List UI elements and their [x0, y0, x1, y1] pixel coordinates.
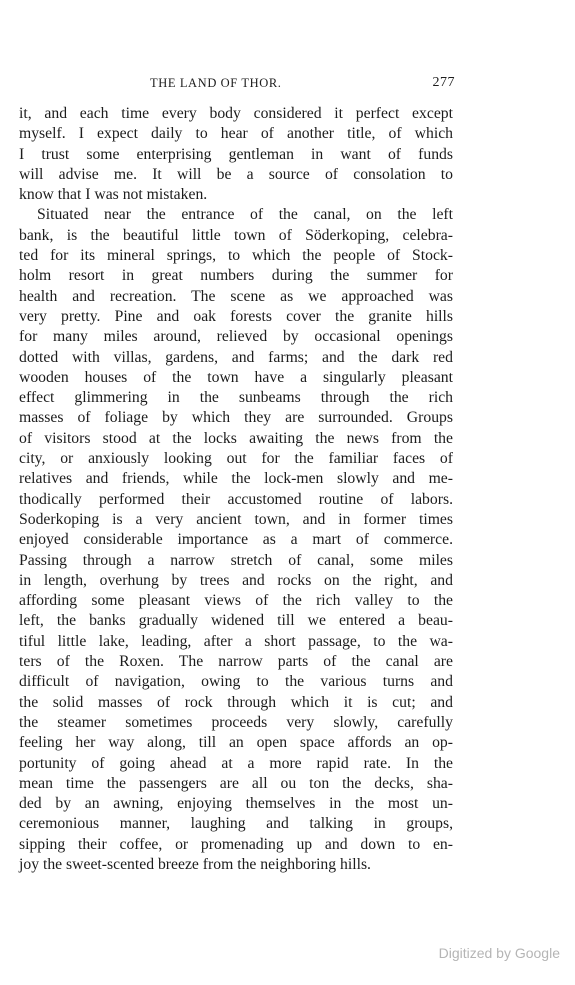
text-line: myself. I expect daily to hear of another title, of which [19, 125, 453, 143]
text-line: very pretty. Pine and oak forests cover the granite hills [19, 307, 453, 325]
text-line: of visitors stood at the locks awaiting the news from the [19, 429, 453, 447]
text-line: will advise me. It will be a source of consolation to [19, 165, 453, 183]
text-line: enjoyed considerable importance as a mart of commerce. [19, 531, 453, 549]
digitization-watermark: Digitized by Google [438, 945, 560, 961]
page-number: 277 [432, 75, 455, 90]
text-line: know that I was not mistaken. [19, 186, 208, 204]
text-line: dotted with villas, gardens, and farms; and the dark red [19, 348, 453, 366]
running-title: THE LAND OF THOR. [150, 76, 282, 90]
text-line: tiful little lake, leading, after a short passage, to the wa- [19, 632, 453, 650]
text-line: sipping their coffee, or promenading up and down to en- [19, 835, 453, 853]
text-line: the solid masses of rock through which it is cut; and [19, 693, 453, 711]
body-text [19, 104, 453, 875]
text-line: city, or anxiously looking out for the familiar faces of [19, 450, 453, 468]
text-line: effect glimmering in the sunbeams through the rich [19, 389, 453, 407]
text-line: wooden houses of the town have a singularly pleasant [19, 368, 453, 386]
text-line: Situated near the entrance of the canal, on the left [37, 206, 453, 224]
text-line: left, the banks gradually widened till we entered a beau- [19, 612, 453, 630]
text-line: relatives and friends, while the lock-men slowly and me- [19, 470, 453, 488]
text-line: health and recreation. The scene as we approached was [19, 287, 453, 305]
running-head [19, 73, 455, 93]
text-line: affording some pleasant views of the rich valley to the [19, 592, 453, 610]
text-line: I trust some enterprising gentleman in want of funds [19, 145, 453, 163]
text-line: ded by an awning, enjoying themselves in the most un- [19, 795, 453, 813]
text-line: ceremonious manner, laughing and talking in groups, [19, 815, 453, 833]
text-line: joy the sweet-scented breeze from the neighboring hills. [19, 855, 371, 873]
text-line: feeling her way along, till an open space affords an op- [19, 734, 453, 752]
text-line: bank, is the beautiful little town of Söderkoping, celebra- [19, 226, 453, 244]
text-line: Passing through a narrow stretch of canal, some miles [19, 551, 453, 569]
text-line: ted for its mineral springs, to which the people of Stock- [19, 247, 453, 265]
text-line: ters of the Roxen. The narrow parts of the canal are [19, 653, 453, 671]
text-line: masses of foliage by which they are surrounded. Groups [19, 409, 453, 427]
text-line: holm resort in great numbers during the summer for [19, 267, 453, 285]
text-line: the steamer sometimes proceeds very slowly, carefully [19, 713, 453, 731]
text-line: it, and each time every body considered it perfect except [19, 105, 453, 122]
text-line: for many miles around, relieved by occasional openings [19, 328, 453, 346]
text-line: difficult of navigation, owing to the various turns and [19, 673, 453, 691]
text-line: in length, overhung by trees and rocks on the right, and [19, 571, 453, 589]
text-line: Soderkoping is a very ancient town, and in former times [19, 510, 453, 528]
text-line: thodically performed their accustomed routine of labors. [19, 490, 453, 508]
text-line: portunity of going ahead at a more rapid rate. In the [19, 754, 453, 772]
text-line: mean time the passengers are all ou ton the decks, sha- [19, 774, 453, 792]
